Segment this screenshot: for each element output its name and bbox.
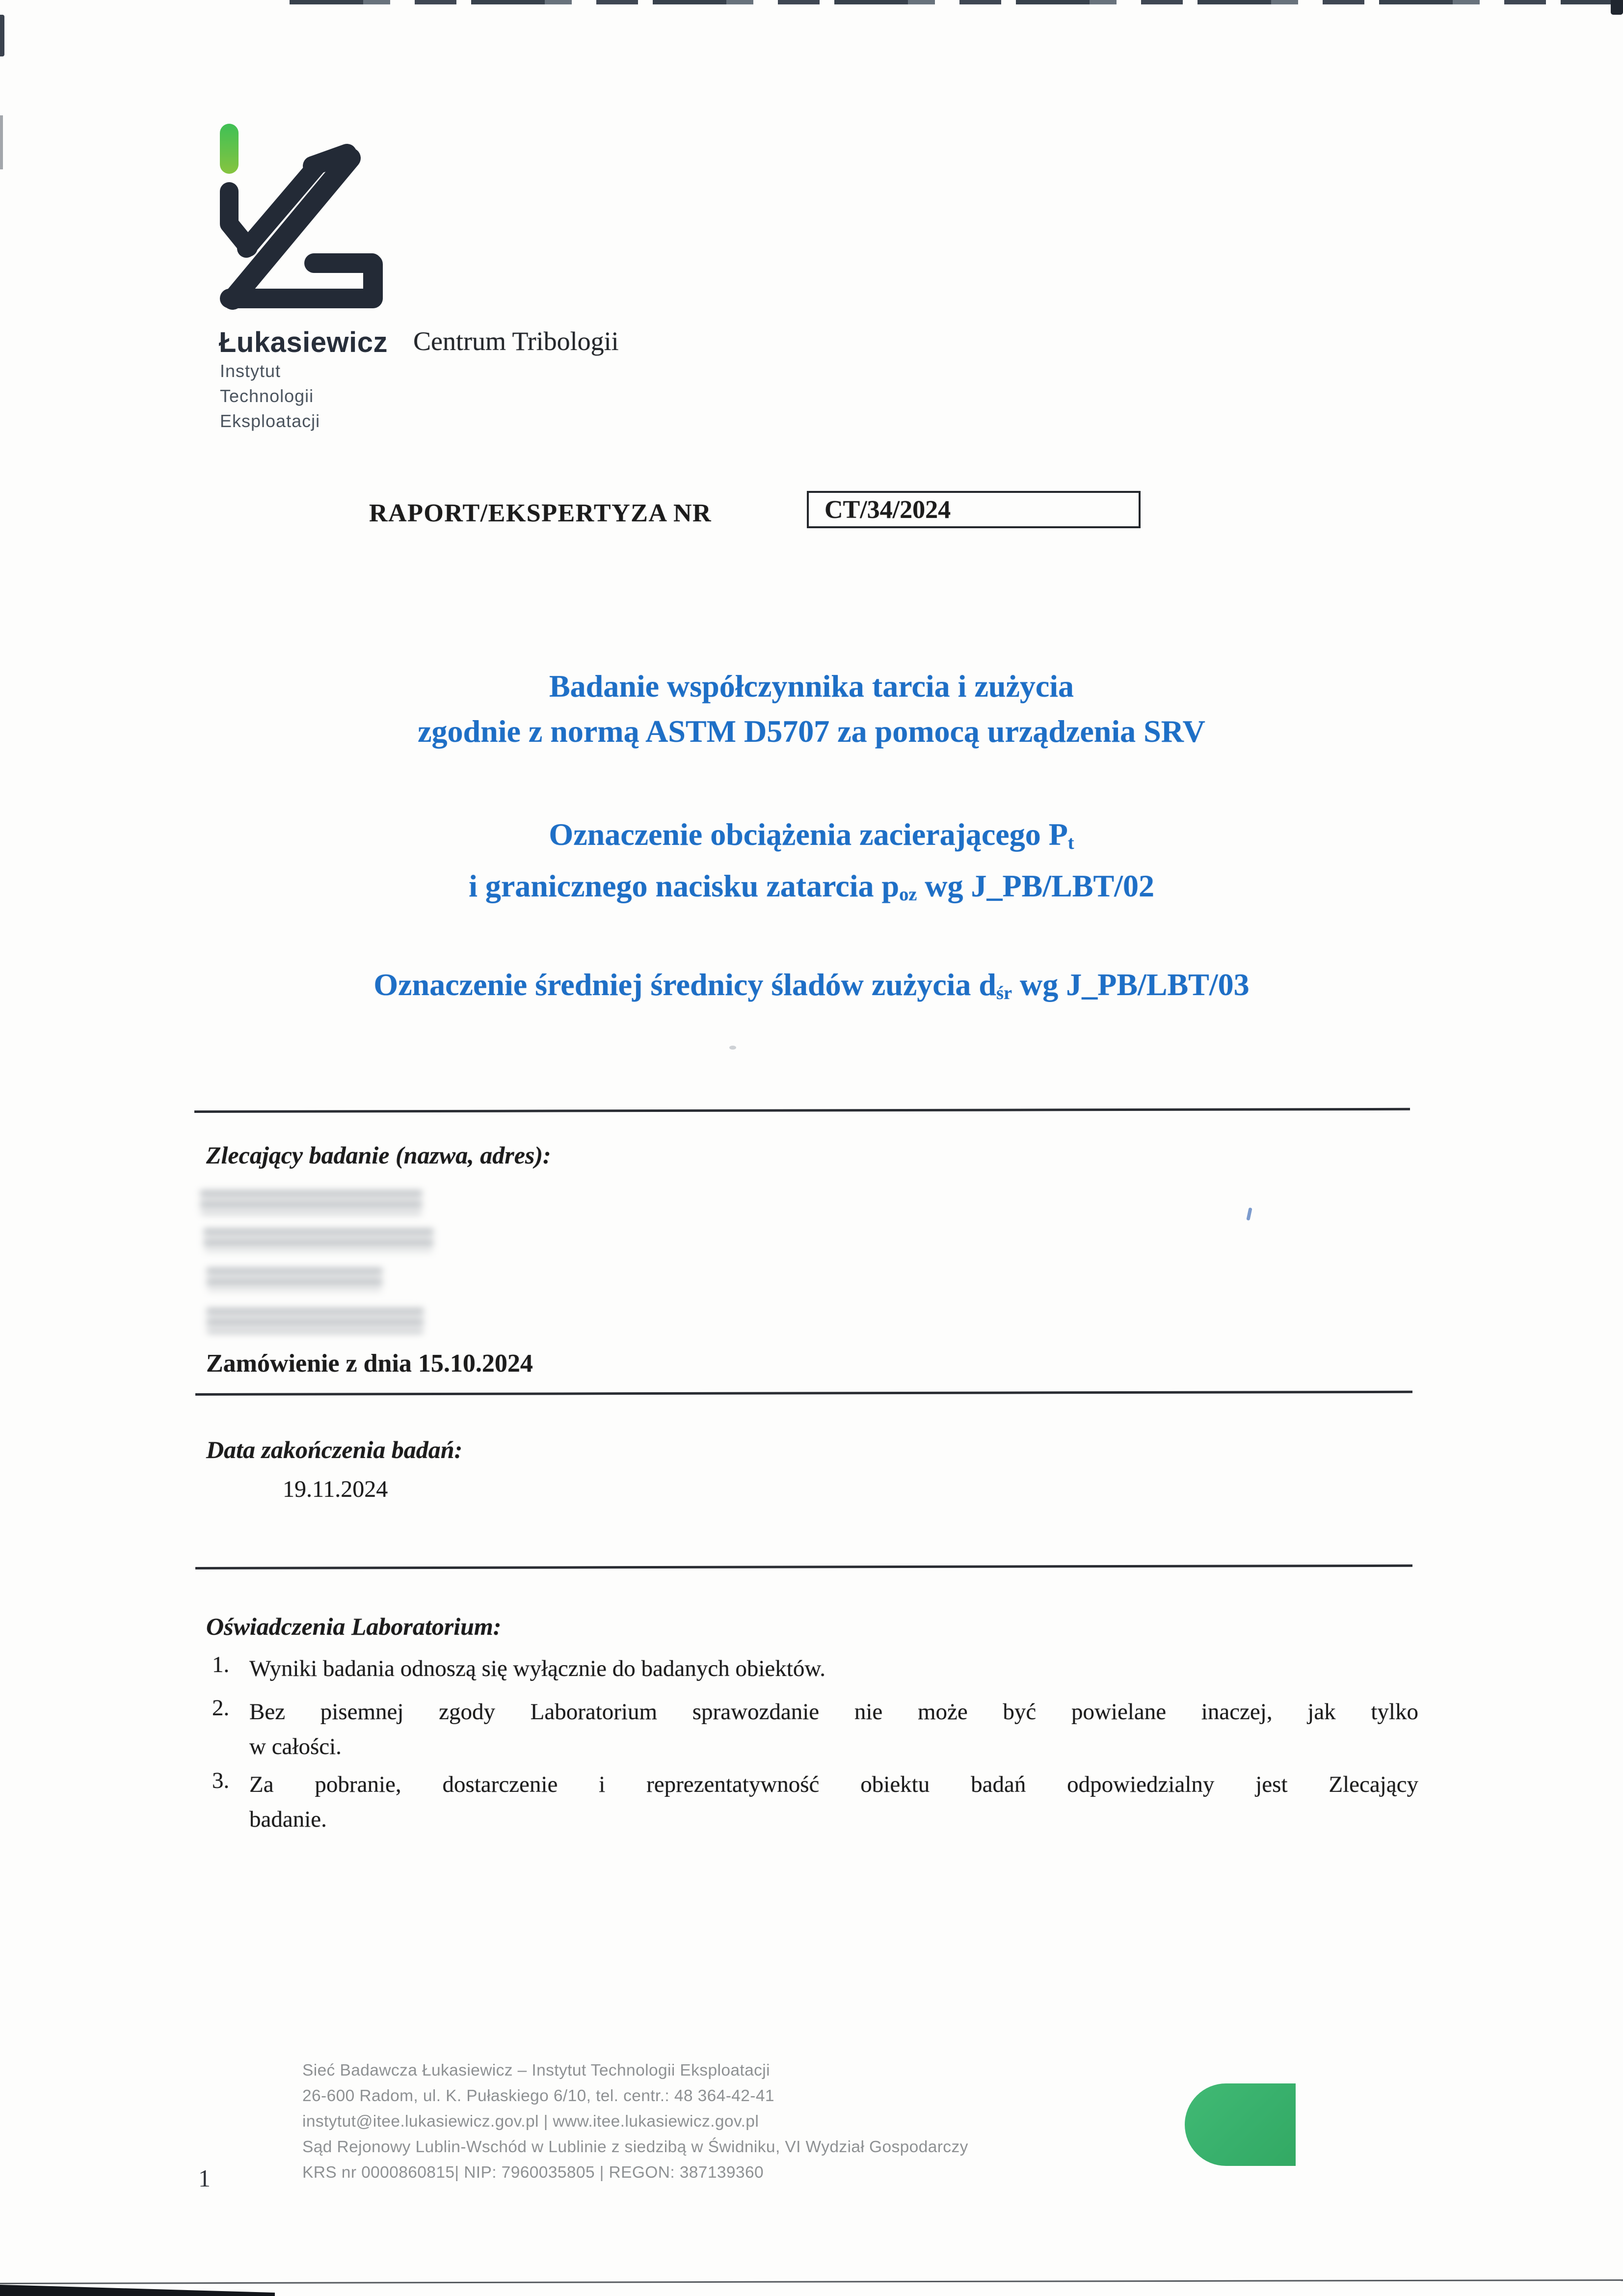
footer-line: Sieć Badawcza Łukasiewicz – Instytut Technologii Eksploatacji [302, 2061, 770, 2080]
divider [195, 1391, 1412, 1396]
main-title [0, 664, 1623, 754]
completion-label: Data zakończenia badań: [206, 1436, 463, 1463]
scan-artifact [290, 0, 1623, 4]
green-brand-shape [1185, 2083, 1296, 2166]
item-text: Wyniki badania odnoszą się wyłącznie do badanych obiektów. [249, 1656, 825, 1681]
center-name: Centrum Tribologii [413, 326, 619, 356]
subscript: oz [899, 884, 917, 905]
scan-artifact [0, 2285, 275, 2296]
scan-artifact [0, 115, 3, 169]
footer-line: instytut@itee.lukasiewicz.gov.pl | www.itee.lukasiewicz.gov.pl [302, 2112, 759, 2131]
redacted-line [200, 1188, 422, 1215]
item-text: Za pobranie, dostarczenie i reprezentatywność obiektu badań odpowiedzialny jest Zlecający badanie. [249, 1772, 1418, 1832]
footer-address-block [302, 2058, 968, 2186]
subtitle-1-line2: i granicznego nacisku zatarcia poz wg J_PB/LBT/02 [469, 868, 1154, 905]
redacted-line [207, 1266, 382, 1291]
main-title-line2: zgodnie z normą ASTM D5707 za pomocą urządzenia SRV [418, 714, 1205, 749]
statements-label: Oświadczenia Laboratorium: [206, 1613, 502, 1640]
order-date-line: Zamówienie z dnia 15.10.2024 [206, 1350, 533, 1378]
logo-org-line: Technologii [220, 386, 314, 406]
subtitle-1-line1: Oznaczenie obciążenia zacierającego Pt [549, 817, 1074, 854]
logo-org-line: Instytut [220, 361, 281, 381]
divider [194, 1108, 1410, 1113]
client-label: Zlecający badanie (nazwa, adres): [206, 1141, 551, 1169]
footer-line: KRS nr 0000860815| NIP: 7960035805 | REGON: 387139360 [302, 2163, 764, 2182]
page-number: 1 [198, 2164, 211, 2192]
report-label: RAPORT/EKSPERTYZA NR [369, 499, 712, 527]
report-number: CT/34/2024 [825, 496, 951, 524]
subtitle-2: Oznaczenie średniej średnicy śladów zużycia dśr wg J_PB/LBT/03 [373, 967, 1250, 1004]
logo-org-line: Eksploatacji [220, 411, 320, 431]
item-number: 2. [212, 1695, 230, 1721]
divider [195, 1565, 1412, 1569]
scan-artifact [729, 1046, 736, 1050]
redacted-line [207, 1306, 424, 1333]
lukasiewicz-logo-icon [211, 118, 393, 324]
scan-artifact [1246, 1208, 1252, 1221]
main-title-line1: Badanie współczynnika tarcia i zużycia [549, 669, 1074, 703]
footer-line: Sąd Rejonowy Lublin-Wschód w Lublinie z siedzibą w Świdniku, VI Wydział Gospodarczy [302, 2138, 968, 2156]
logo-brand-name: Łukasiewicz [219, 326, 388, 358]
scan-artifact [0, 2279, 1623, 2284]
logo-org-lines [220, 358, 320, 433]
completion-date: 19.11.2024 [283, 1476, 388, 1502]
subtitle-1 [0, 811, 1623, 914]
scan-artifact [1611, 0, 1623, 15]
item-number: 1. [212, 1652, 230, 1677]
subscript: t [1067, 833, 1074, 854]
redacted-line [204, 1226, 433, 1252]
report-number-box [807, 491, 1141, 528]
subscript: śr [996, 983, 1012, 1004]
item-number: 3. [212, 1768, 230, 1793]
scan-artifact [0, 15, 4, 56]
footer-line: 26-600 Radom, ul. K. Pułaskiego 6/10, tel. centr.: 48 364-42-41 [302, 2087, 774, 2105]
item-text: Bez pisemnej zgody Laboratorium sprawozdanie nie może być powielane inaczej, jak tylko w całości. [249, 1699, 1418, 1759]
